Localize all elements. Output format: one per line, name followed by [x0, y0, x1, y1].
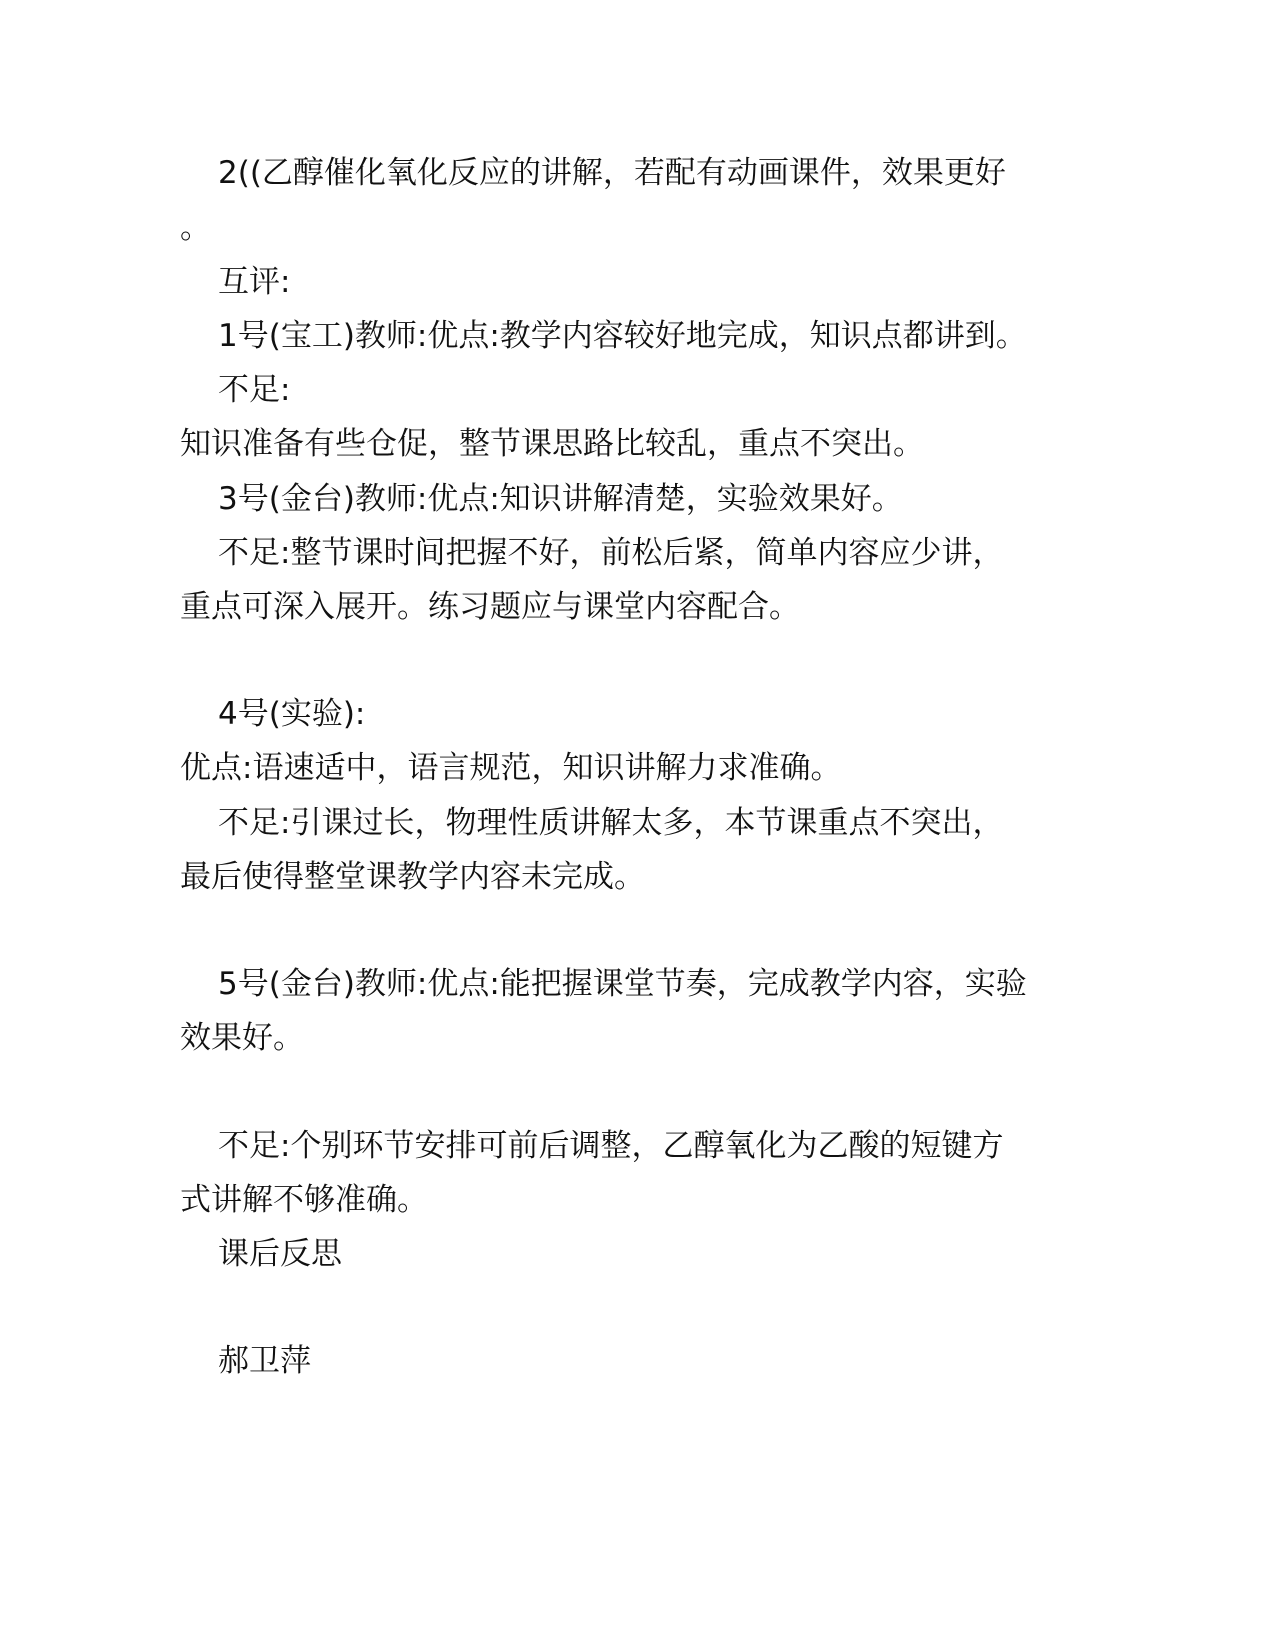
paragraph-line: 重点可深入展开。练习题应与课堂内容配合。 [180, 589, 800, 625]
paragraph-line: 1号(宝工)教师:优点:教学内容较好地完成，知识点都讲到。 [218, 318, 1027, 354]
paragraph-line: 优点:语速适中，语言规范，知识讲解力求准确。 [180, 750, 842, 786]
paragraph-line: 5号(金台)教师:优点:能把握课堂节奏，完成教学内容，实验 [218, 966, 1027, 1002]
paragraph-line: 式讲解不够准确。 [180, 1182, 428, 1218]
paragraph-line: 2((乙醇催化氧化反应的讲解，若配有动画课件，效果更好 [218, 155, 1006, 191]
paragraph-line: 效果好。 [180, 1020, 304, 1056]
paragraph-line: 。 [180, 210, 211, 246]
paragraph-line: 不足: [218, 372, 291, 408]
paragraph-line: 3号(金台)教师:优点:知识讲解清楚，实验效果好。 [218, 481, 903, 517]
paragraph-line: 不足:引课过长，物理性质讲解太多，本节课重点不突出， [218, 805, 1004, 841]
author-name: 郝卫萍 [218, 1343, 311, 1379]
paragraph-line: 4号(实验): [218, 696, 366, 732]
paragraph-line: 互评: [218, 264, 291, 300]
paragraph-line: 知识准备有些仓促，整节课思路比较乱，重点不突出。 [180, 426, 924, 462]
paragraph-line: 不足:整节课时间把握不好，前松后紧，简单内容应少讲， [218, 535, 1004, 571]
paragraph-line: 不足:个别环节安排可前后调整，乙醇氧化为乙酸的短键方 [218, 1128, 1004, 1164]
section-heading: 课后反思 [218, 1236, 342, 1272]
paragraph-line: 最后使得整堂课教学内容未完成。 [180, 859, 645, 895]
